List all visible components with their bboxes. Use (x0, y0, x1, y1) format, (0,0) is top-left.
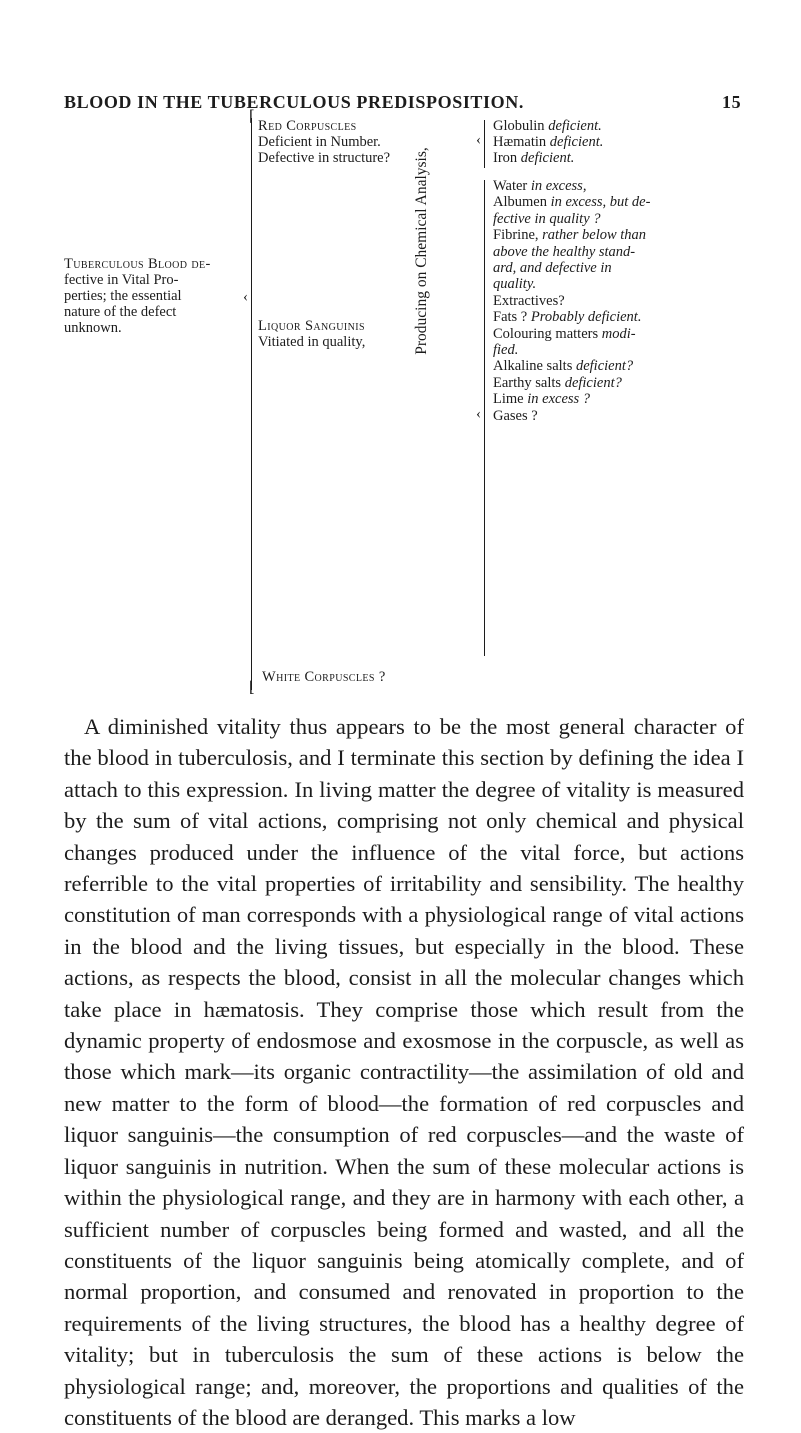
result-line: Iron deficient. (493, 150, 575, 166)
liquor-entry (258, 318, 365, 350)
left-line: perties; the essential (64, 288, 182, 304)
main-brace-line (251, 118, 252, 690)
body-text (64, 711, 744, 1433)
left-line: unknown. (64, 320, 122, 336)
rotated-label-box (407, 124, 437, 378)
liquor-results-brace-tip: ‹ (476, 406, 481, 422)
result-line: quality. (493, 276, 537, 293)
result-line: fective in quality ? (493, 210, 601, 227)
result-line: Globulin deficient. (493, 118, 602, 134)
left-brace-tip: ‹ (243, 289, 248, 305)
red-corpuscles-title: Red Corpuscles (258, 118, 357, 134)
result-line: Lime in excess ? (493, 391, 591, 408)
result-line: Earthy salts deficient? (493, 374, 622, 391)
main-brace-bottom: ⌊ (249, 680, 255, 696)
result-line: above the healthy stand- (493, 243, 636, 260)
liquor-results-brace-line (484, 180, 485, 656)
red-results (493, 118, 603, 166)
page-number: 15 (722, 92, 742, 112)
left-line: nature of the defect (64, 304, 177, 320)
body-paragraph: A diminished vitality thus appears to be the most general character of the blood in tuberculosis, and I terminate this section by defining the idea I attach to this expression. In living matter the degree of vitality is measured by the sum of vital actions, comprising not only chemical and physical changes produced under the influence of the vital force, but actions referrible to the vital properties of irritability and sensibility. The healthy constitution of man corresponds with a physiological range of vital actions in the blood and the living tissues, but especially in the blood. These actions, as respects the blood, consist in all the molecular changes which take place in hæmatosis. They comprise those which result from the dynamic property of endosmose and exosmose in the corpuscle, as well as those which mark—its organic contractility—the assimilation of old and new matter to the form of blood—the formation of red corpuscles and liquor sanguinis—the consumption of red corpuscles—and the waste of liquor sanguinis in nutrition. When the sum of these molecular actions is within the physiological range, and they are in harmony with each other, a sufficient number of corpuscles being formed and wasted, and all the constituents of the liquor sanguinis being atomically complete, and of normal proportion, and consumed and renovated in proportion to the requirements of the living structures, the blood has a healthy degree of vitality; but in tuberculosis the sum of these actions is below the physiological range; and, moreover, the proportions and qualities of the constituents of the blood are deranged. This marks a low (64, 714, 744, 1430)
red-results-brace-tip: ‹ (476, 132, 481, 148)
result-line: Water in excess, (493, 178, 587, 194)
red-line: Defective in structure? (258, 150, 391, 166)
main-brace-top: ⌈ (249, 109, 255, 125)
running-title: BLOOD IN THE TUBERCULOUS PREDISPOSITION. (64, 92, 524, 112)
result-line: Alkaline salts deficient? (493, 358, 634, 375)
result-line: Hæmatin deficient. (493, 134, 604, 150)
white-corpuscles-title: White Corpuscles ? (262, 669, 386, 685)
result-line: Colouring matters modi- (493, 325, 636, 342)
result-line: Fats ? Probably deficient. (493, 309, 642, 326)
red-results-brace-line (484, 120, 485, 168)
liquor-title: Liquor Sanguinis (258, 318, 365, 334)
left-line: Tuberculous Blood de- (64, 256, 211, 272)
red-line: Deficient in Number. (258, 134, 381, 150)
left-line: fective in Vital Pro- (64, 272, 179, 288)
result-line: ard, and defective in (493, 260, 612, 277)
liquor-line: Vitiated in quality, (258, 334, 366, 350)
result-line: Gases ? (493, 407, 538, 424)
liquor-results (493, 178, 650, 424)
red-corpuscles-entry (258, 118, 390, 166)
chemical-analysis-label: Producing on Chemical Analysis, (413, 147, 430, 355)
result-line: fied. (493, 342, 519, 359)
result-line: Albumen in excess, but de- (493, 194, 651, 211)
result-line: Fibrine, rather below than (493, 227, 647, 244)
tuberculous-blood-block (64, 256, 211, 336)
result-line: Extractives? (493, 292, 565, 309)
